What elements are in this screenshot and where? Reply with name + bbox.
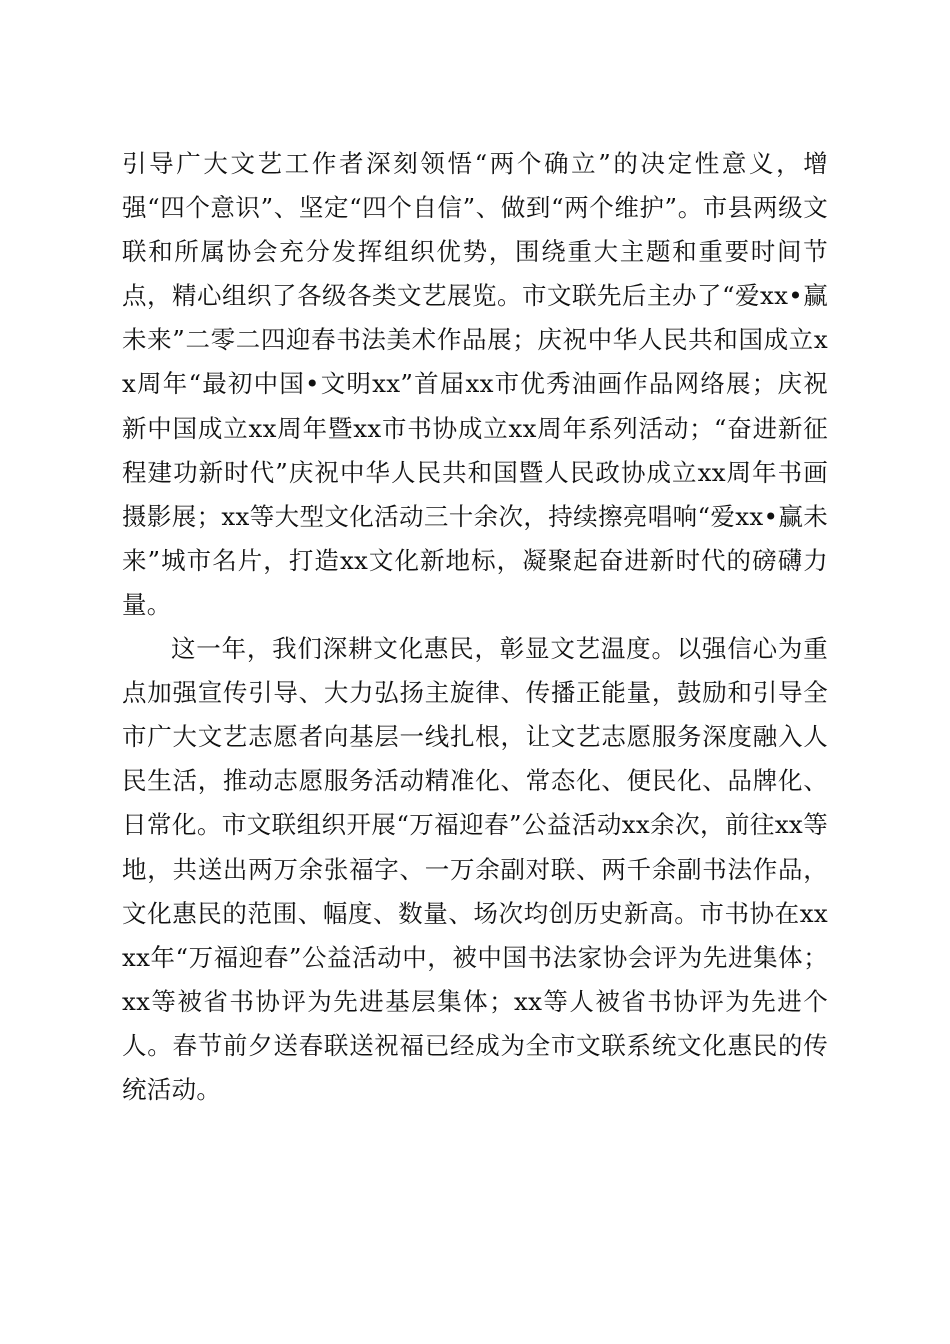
document-body bbox=[122, 142, 828, 1112]
paragraph-2: 这一年，我们深耕文化惠民，彰显文艺温度。以强信心为重点加强宣传引导、大力弘扬主旋律、传播正能量，鼓励和引导全市广大文艺志愿者向基层一线扎根，让文艺志愿服务深度融入人民生活，推动志愿服务活动精准化、常态化、便民化、品牌化、日常化。市文联组织开展“万福迎春”公益活动xx余次，前往xx等地，共送出两万余张福字、一万余副对联、两千余副书法作品，文化惠民的范围、幅度、数量、场次均创历史新高。市书协在xxxx年“万福迎春”公益活动中，被中国书法家协会评为先进集体；xx等被省书协评为先进基层集体；xx等人被省书协评为先进个人。春节前夕送春联送祝福已经成为全市文联系统文化惠民的传统活动。 bbox=[122, 634, 828, 1104]
paragraph-1: 引导广大文艺工作者深刻领悟“两个确立”的决定性意义，增强“四个意识”、坚定“四个自信”、做到“两个维护”。市县两级文联和所属协会充分发挥组织优势，围绕重大主题和重要时间节点，精心组织了各级各类文艺展览。市文联先后主办了“爱xx•赢未来”二零二四迎春书法美术作品展；庆祝中华人民共和国成立xx周年“最初中国•文明xx”首届xx市优秀油画作品网络展；庆祝新中国成立xx周年暨xx市书协成立xx周年系列活动；“奋进新征程建功新时代”庆祝中华人民共和国暨人民政协成立xx周年书画摄影展；xx等大型文化活动三十余次，持续擦亮唱响“爱xx•赢未来”城市名片，打造xx文化新地标，凝聚起奋进新时代的磅礴力量。 bbox=[122, 149, 828, 619]
